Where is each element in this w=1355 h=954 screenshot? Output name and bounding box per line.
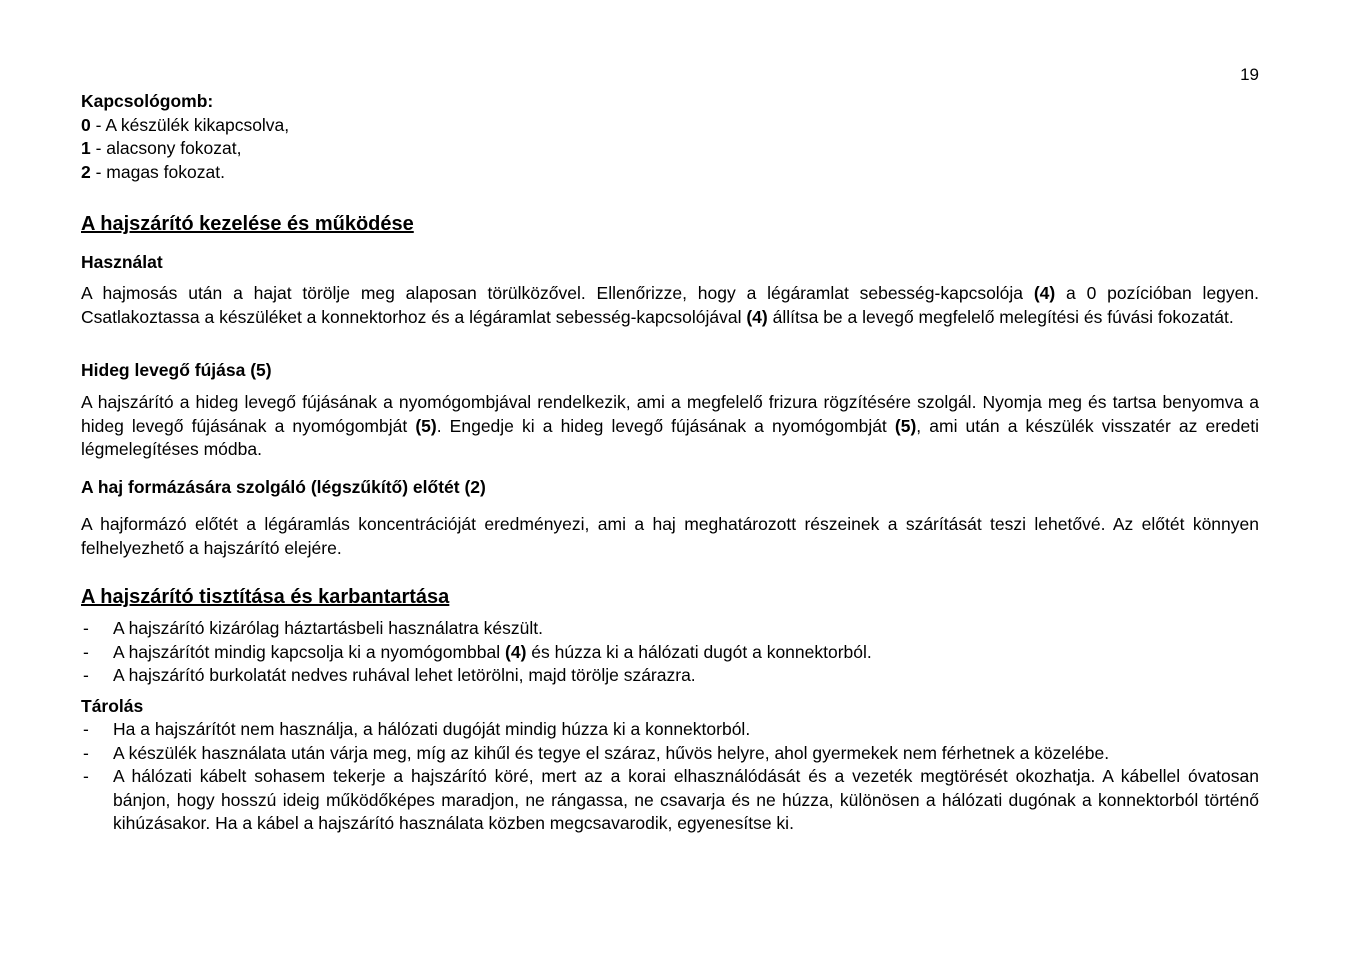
dash-bullet: - [83, 665, 89, 685]
list-item-text: A hajszárító kizárólag háztartásbeli használatra készült. [113, 618, 543, 638]
ref-label: (5) [894, 415, 917, 436]
section-title-operation: A hajszárító kezelése és működése [81, 213, 414, 235]
text-run: , ami után a készülék visszatér az eredeti légmelegítéses módba. [81, 415, 1259, 459]
list-item-text: és húzza ki a hálózati dugót a konnektorból. [526, 641, 872, 662]
list-item-text: A hajszárítót mindig kapcsolja ki a nyomógombbal [113, 641, 506, 662]
switch-item-0 [81, 114, 1259, 138]
switch-legend [81, 90, 1259, 184]
text-run: a 0 pozícióban legyen. Csatlakoztassa a készüléket a konnektorhoz és a légáramlat sebesség-kapcsolójával [81, 283, 1259, 327]
paragraph-nozzle: A hajformázó előtét a légáramlás koncentrációját eredményezi, ami a haj meghatározott részeinek a szárítását teszi lehetővé. Az előtét könnyen felhelyezhető a hajszárító elejére. [81, 514, 1259, 558]
switch-item-1 [81, 137, 1259, 161]
heading-storage: Tárolás [81, 696, 144, 716]
section-title-cleaning: A hajszárító tisztítása és karbantartása [81, 586, 450, 608]
heading-use: Használat [81, 252, 163, 272]
dash-bullet: - [83, 742, 89, 763]
list-item-text: A készülék használata után várja meg, míg az kihűl és tegye el száraz, hűvös helyre, ahol gyermekek nem férhetnek a közelébe. [113, 742, 1110, 763]
dash-bullet: - [83, 618, 89, 638]
list-item-text: A hajszárító burkolatát nedves ruhával lehet letörölni, majd törölje szárazra. [113, 665, 696, 685]
list-item-text: A hálózati kábelt sohasem tekerje a hajszárító köré, mert az a korai elhasználódását és a vezeték megtörését okozhatja. A kábellel óvatosan bánjon, hogy hosszú ideig működőképes maradjon, ne rángassa, ne csavarja és ne húzza, különösen a hálózati dugónak a konnektorból történő kihúzásakor. Ha a kábel a hajszárító használata közben megcsavarodik, egyenesítse ki. [113, 766, 1259, 833]
switch-item-2 [81, 161, 1259, 185]
list-item [81, 617, 1259, 641]
ref-label: (5) [415, 415, 437, 436]
text-run: A hajmosás után a hajat törölje meg alaposan törülközővel. Ellenőrizze, hogy a légáramlat sebesség-kapcsolója [81, 283, 1034, 303]
switch-key: 0 [81, 114, 91, 135]
ref-label: (4) [505, 641, 527, 662]
switch-text: - A készülék kikapcsolva, [90, 114, 290, 135]
dash-bullet: - [83, 719, 89, 739]
ref-label: (4) [746, 306, 768, 327]
list-item [81, 664, 1259, 688]
ref-label: (4) [1033, 283, 1056, 303]
switch-key: 2 [81, 161, 91, 182]
paragraph-cold-air [81, 391, 1259, 462]
text-run: . Engedje ki a hideg levegő fújásának a nyomógombját [436, 415, 895, 436]
list-item [81, 718, 1259, 742]
switch-text: - magas fokozat. [90, 161, 225, 182]
page-number: 19 [1240, 65, 1259, 84]
list-item-text: Ha a hajszárítót nem használja, a hálózati dugóját mindig húzza ki a konnektorból. [113, 719, 751, 739]
dash-bullet: - [83, 641, 89, 662]
switch-key: 1 [81, 138, 91, 158]
heading-nozzle: A haj formázására szolgáló (légszűkítő) előtét (2) [81, 477, 486, 497]
list-item [81, 742, 1259, 766]
paragraph-use [81, 282, 1259, 329]
storage-list [81, 718, 1259, 836]
list-item [81, 765, 1259, 836]
cleaning-list [81, 617, 1259, 688]
text-run: állítsa be a levegő megfelelő melegítési és fúvási fokozatát. [767, 306, 1234, 327]
switch-text: - alacsony fokozat, [90, 138, 242, 158]
text-run: A hajszárító a hideg levegő fújásának a nyomógombjával rendelkezik, ami a megfelelő frizura rögzítésére szolgál. Nyomja meg és tartsa benyomva a hideg levegő fújásának a nyomógombját [81, 392, 1259, 436]
switch-title: Kapcsológomb: [81, 91, 214, 111]
heading-cold-air: Hideg levegő fújása (5) [81, 360, 272, 380]
list-item [81, 641, 1259, 665]
dash-bullet: - [83, 766, 89, 786]
